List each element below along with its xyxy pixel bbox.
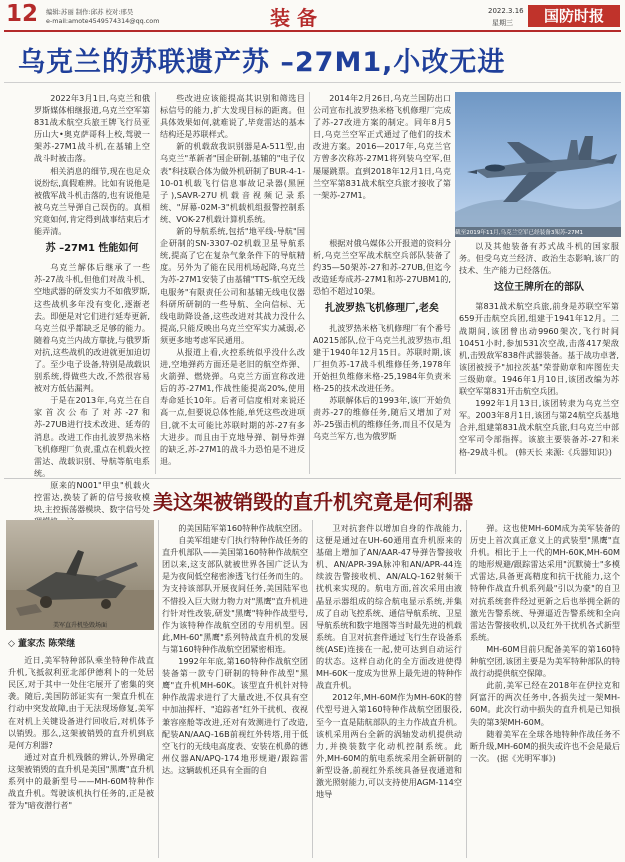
article1-headline: 乌克兰的苏联遗产苏 –27M1,小改无进 [18, 47, 506, 78]
article1-column-2 [160, 92, 305, 474]
article1-paragraph: 相关消息的细节,现在也足众说纷纭,真假难辨。比如有说他是被俄军战斗机击落的,也有说他是被乌克兰导弹自己误伤的。真相究竟如何,肯定得到战事结束后才能弄清。 [34, 165, 150, 237]
headline1-underline [4, 82, 621, 83]
article2-paragraph: 自美军组建专门执行特种作战任务的直升机部队——美国第160特种作战航空团以来,这支部队就被世界各国广泛认为是为夜间低空秘密渗透飞行任务而生的。为支持该部队开展夜间任务,美国陆军也不惜投入巨大财力物力对"黑鹰"直升机进行针对性改装,研发"黑鹰"特种作战型号,作为该特种作战航空团的专用机型。因此,MH-60"黑鹰"系列特战直升机的发展与第160特种作战航空团紧密相连。 [162, 535, 308, 654]
article1-paragraph: 乌克兰解体后继承了一些苏-27战斗机,但他们对战斗机、空地武器的研发实力不如俄罗斯,这些战机多年没有变化,逐渐老去。即便是对它们进行延寿更新,乌克兰似乎都缺乏足够的能力。随着乌克兰内战方靠拢,与俄罗斯对抗,这些战机的改进就更加迫切了。至少电子设备,特别是战载识别系统,得做些大改,不然很容易被对方低估漏判。 [34, 262, 150, 394]
editors-line: 编辑:苏丽 制作:邱苏 校对:邢昊 [46, 8, 134, 16]
article1-paragraph: 扎波罗热米格飞机修理厂有个番号A0215部队,位于乌克兰扎波罗热市,组建于1940年12月15日。苏联时期,该厂担负苏-17战斗机维修任务,1978年开始担负维修米格-25,1984年负责米格-25的技术改进任务。 [313, 322, 451, 394]
column-divider [155, 92, 156, 474]
issue-weekday: 星期三 [492, 19, 513, 27]
article1-paragraph: 从报道上看,火控系统似乎没什么改进,空地弹药方面还是老旧的航空炸弹、火箭弹、燃烧弹。乌克兰方面宣称改进后的苏-27M1,作战性能提高20%,使用寿命延长10年。后者可信度相对来说还高一点,但要说总体性能,单凭这些改进项目,就不太可能比苏联时期的苏-27有多大进步。而且由于克地导弹、制导炸弹的缺乏,苏-27M1的战斗力恐怕是不进反退。 [160, 346, 305, 466]
article1-paragraph: 新的机载敌我识别器是A-511型,由乌克兰"革新者"国企研制,基辅的"电子仪表"科技联合体为做外机研制了BUR-4-1-10-01机载飞行信息事故记录器(黑匣子),SAVR-27U机载音视频记录系统、"屏幕-02M-3"机载机组报警控制系统、VOK-27机载计算机系统。 [160, 141, 305, 224]
section-title: 装 备 [270, 6, 317, 30]
article2-paragraph: 此前,美军已经在2018年在伊拉克和阿富汗的两次任务中,各损失过一架MH-60M。此次行动中损失的直升机是已知损失的第3架MH-60M。 [470, 680, 620, 727]
article1-paragraph: 根据对俄乌媒体公开报道的资料分析,乌克兰空军战术航空兵部队装备了约35—50架苏-27和苏-27UB,但迄今改造延寿成苏-27M1和苏-27UBM1的,恐怕不超过10架。 [313, 238, 451, 297]
brand-logo [528, 5, 620, 27]
email-line: e-mail:amote4549574314@qq.com [46, 17, 160, 25]
article2-paragraph: 近日,美军特种部队乘坐特种作战直升机,飞抵叙利亚北部伊德利卜的一处居民区,对于其中一处住宅展开了密集的突袭。随后,美国防部证实有一架直升机在行动中突发故障,由于无法现场修复,美军在对机上关键设备进行回收后,对机体予以销毁。那么,这架被销毁的直升机到底是何方利器? [8, 655, 154, 750]
article1-paragraph: 1992年1月13日,该团转隶为乌克兰空军。2003年8月1日,该团与第24航空兵基地合并,组建第831战术航空兵旅,归乌克兰中部空军司令部指挥。该旅主要装备苏-27和米格-29战斗机。 (韩天长 来源:《兵器知识》) [459, 398, 619, 457]
article1-paragraph: 原来的N001"甲虫"机载火控雷达,换装了新的信号接收模块,主控振荡器模块、数字信号处 [34, 479, 150, 515]
article1-column-3 [313, 92, 451, 235]
helicopter-wreckage-icon [6, 520, 154, 630]
article1-column-3-lower [313, 237, 451, 474]
article1-subheading-2: 扎波罗热飞机修理厂,老矣 [325, 303, 439, 315]
article2-column-1 [8, 634, 154, 858]
column-divider [466, 520, 467, 858]
article2-paragraph: 的美国陆军第160特种作战航空团。 [178, 523, 307, 533]
article2-paragraph: 2012年,MH-60M作为MH-60K的替代型号进入第160特种作战航空团服役,至今一直是陆航部队的主力作战直升机。该机采用两台全新的涡轴发动机提供动力,并换装数字化动机控制系统。此外,MH-60M的航电系统采用全新研制的新型设备,前视红外系统具备昼夜通道和激光照射能力,可以支持使用AGM-114空地导 [316, 692, 462, 800]
issue-date: 2022.3.16 [488, 7, 524, 15]
article2-paragraph: 弹。这也使MH-60M成为美军装备的历史上首次真正意义上的武装型"黑鹰"直升机。相比于上一代的MH-60K,MH-60M的地形规避/跟踪雷达采用"沉默骑士"多模式雷达,具备更高精度和抗干扰能力,这个特种作战直升机系列最"引以为豪"的自卫对抗系统套件经过更新之后也举拥全新的激光告警系统、导弹逼近告警系统和全向雷达告警接收机,以及红外干扰机各式新型系统。 [470, 523, 620, 642]
fighter-jet-icon [455, 92, 621, 237]
helicopter-wreck-photo [6, 520, 154, 630]
article2-column-4 [470, 522, 620, 858]
su27-photo [455, 92, 621, 237]
article1-photo-caption: 截至2019年11月,乌克兰空军已经装备3架苏-27M1 [455, 227, 621, 237]
article2-column-3 [316, 522, 462, 858]
article2-paragraph: MH-60M目前只配备美军的第160特种航空团,该团主要是为美军特种部队的特战行动提供航空保障。 [470, 643, 620, 679]
article1-column-4 [459, 240, 619, 474]
article1-paragraph: 2022年3月1日,乌克兰和俄罗斯媒体相继报道,乌克兰空军第831战术航空兵旅王牌飞行员亚历山大•奥克萨哥科上校,驾驶一架苏-27M1战斗机,在基辅上空战斗时被击落。 [34, 93, 150, 164]
header-rule [4, 30, 621, 32]
article1-paragraph: 以及其他装备有苏式战斗机的国家服务。但受乌克兰经济、政治生态影响,该厂的技术、生产能力已经落伍。 [459, 241, 619, 276]
article2-column-2 [162, 522, 308, 858]
page-number: 12 [6, 1, 39, 27]
article2-headline: 美这架被销毁的直升机究竟是何利器 [153, 490, 473, 514]
column-divider [158, 520, 159, 858]
article1-subheading-1: 苏 –27M1 性能如何 [45, 243, 139, 255]
article2-paragraph: 1992年年底,第160特种作战航空团装备第一款专门研制的特种作战型"黑鹰"直升机MH-60K。该型直升机针对特种作战需求进行了大量改进,不仅具有空中加油挥杆、"追踪者"红外干扰机、夜视兼容座舱等改进,还对有效测进行了改造,配装AN/AAQ-16B前视红外转塔,用于低空飞行的无线电高度表、安装在机鼻的德州仪器AN/APQ-174地形规避/跟踪雷达。这辆载机还具有全面的自 [162, 656, 308, 775]
article1-column-1 [34, 92, 150, 515]
article1-subheading-3: 这位王牌所在的部队 [494, 282, 584, 294]
article2-paragraph: 随着美军在全球各地特种作战任务不断升级,MH-60M的损失或许也不会是最后一次。 (据《光明军事》) [470, 728, 620, 763]
column-divider [309, 92, 310, 474]
article1-paragraph: 2014年2月26日,乌克兰国防出口公司宣布扎波罗热米格飞机修理厂完成了苏-27改进方案的制定。同年8月5日,乌克兰空军正式通过了他们的技术改进方案。2016—2017年,乌克兰官方曾多次称苏-27M1将列装乌空军,但屡屡跳票。直到2018年12月1日,乌克兰空军第831战术航空兵旅才接收了第一架苏-27M1。 [313, 93, 451, 200]
article1-paragraph: 苏联解体后的1993年,该厂开始负责苏-27的维修任务,随后又增加了对苏-25强击机的维修任务,而且不仅是为乌克兰军方,也为俄罗斯 [313, 395, 451, 442]
column-divider [455, 240, 456, 474]
article1-paragraph: 新的导航系统,包括"地平线-导航"国企研制的SN-3307-02机载卫星导航系统,提高了它在复杂气象条件下的导航精度。另外为了能在民用机场起降,乌克兰为苏-27M1安装了由基辅"TTS-航空无线电服务"有限责任公司和基辅无线电仪器科研所研制的一些导航、全向信标、无线电助降设备,这些改进对其战力没什么提高,只能反映出乌克兰空军实力减弱,必须更多地考虑军民通用。 [160, 226, 305, 345]
brand-logo-text: 国防时报 [543, 7, 604, 25]
section-divider [4, 478, 621, 479]
article2-paragraph: 通过对直升机残骸的辨认,外界确定这架被销毁的直升机是美国"黑鹰"直升机系列中的最新型号——MH-60M特种作战直升机。驾驶该机执行任务的,正是被誉为"暗夜潜行者" [8, 751, 154, 811]
column-divider [312, 520, 313, 858]
article1-paragraph: 第831战术航空兵旅,前身是苏联空军第659开击航空兵团,组建于1941年12月。二战期间,该团曾出动9960架次,飞行时间10451小时,参加531次空战,击落417架敌机,击毁敌军838件武器装备。基于战功卓著,该团被授予"加拉茨基"荣誉勋章和库图佐夫三级勋章。1946年1月10日,该团改编为苏联空军第831开击航空兵团。 [459, 301, 619, 397]
article2-byline: ◇ 董家杰 陈荣继 [8, 639, 76, 649]
article2-photo-caption: 美军直升机坠毁场面 [52, 622, 107, 629]
article2-paragraph: 卫对抗套件以增加自身的作战能力,这便是通过在UH-60通用直升机原来的基础上增加了AN/AAR-47导弹告警接收机、AN/APR-39A脉冲和AN/APR-44连续波告警接收机、AN/ALQ-162射频干扰机来实现的。航电方面,首次采用由液晶显示器组成的综合航电显示系统,并集成了自动飞控系统、通信导航系统、卫星导航系统和数字地图等当时最先进的机载系统。自卫对抗套件通过飞行生存设备系统(ASE)连接在一起,使可达到自动运行的状态。这样自动化的全方面改进使得MH-60K一度成为世界上最先进的特种作战直升机。 [316, 523, 462, 691]
article1-paragraph: 些改进应该能提高其识别和筛选目标信号的能力,扩大发现目标的距离。但具体效果如何,就难说了,毕竟雷达的基本结构还是苏联样式。 [160, 93, 305, 140]
article1-paragraph: 于是在2013年,乌克兰在自家首次公布了对苏-27和苏-27UB进行技术改进、延寿的消息。改进工作由扎波罗热米格飞机修理厂负责,重点在机载火控雷达、战载识别、导航等航电系统。 [34, 395, 150, 478]
